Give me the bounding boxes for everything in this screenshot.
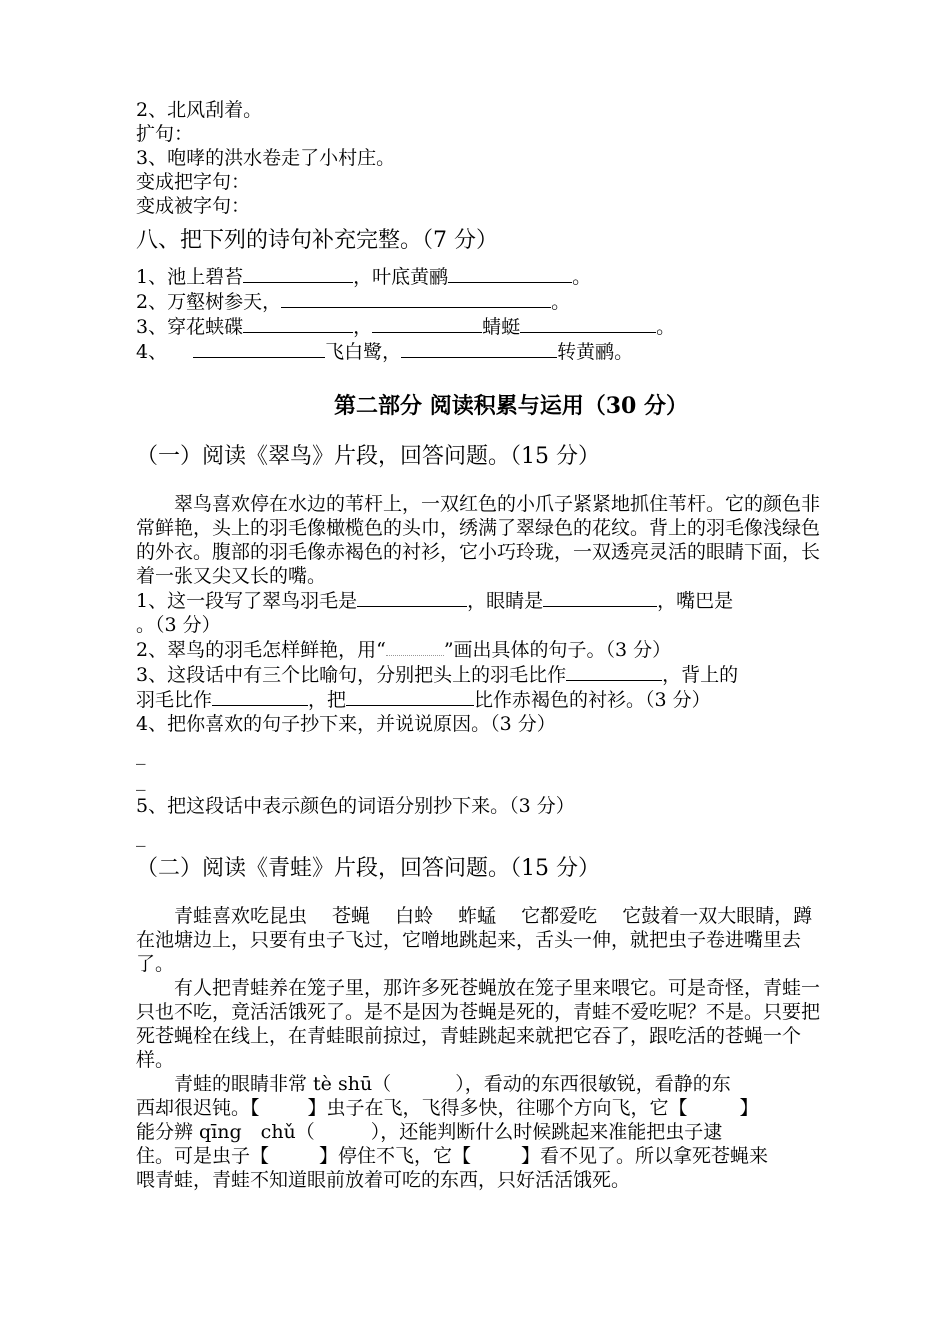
answer-blank[interactable] [357, 588, 467, 607]
passage-line: 住。可是虫子【 】停住不飞，它【 】看不见了。所以拿死苍蝇来 [136, 1145, 769, 1167]
answer-blank[interactable] [372, 314, 482, 333]
answer-line[interactable]: _ [136, 769, 146, 791]
question-line: 5、把这段话中表示颜色的词语分别抄下来。（3 分） [136, 795, 575, 817]
answer-blank[interactable] [566, 662, 662, 681]
answer-blank[interactable] [543, 588, 657, 607]
answer-blank[interactable] [346, 687, 474, 706]
wavy-underline-sample [386, 637, 444, 656]
reading-passage: 翠鸟喜欢停在水边的苇杆上，一双红色的小爪子紧紧地抓住苇杆。它的颜色非常鲜艳，头上的羽毛像橄榄色的头巾，绣满了翠绿色的花纹。背上的羽毛像浅绿色的外衣。腹部的羽毛像赤褐色的衬衫，它小巧玲珑，一双透亮灵活的眼睛下面，长着一张又尖又长的嘴。 [136, 493, 821, 587]
answer-line[interactable]: _ [136, 743, 146, 765]
answer-blank[interactable] [448, 264, 572, 283]
passage-line: 能分辨 qīng chǔ（ ），还能判断什么时候跳起来准能把虫子逮 [136, 1121, 723, 1143]
question-line: 4、把你喜欢的句子抄下来，并说说原因。（3 分） [136, 713, 556, 735]
question-line: 2、翠鸟的羽毛怎样鲜艳，用“ ”画出具体的句子。（3 分） [136, 639, 672, 661]
question-prompt: 变成被字句： [136, 195, 251, 217]
answer-blank[interactable] [520, 314, 656, 333]
answer-blank[interactable] [243, 264, 353, 283]
question-text: 3、咆哮的洪水卷走了小村庄。 [136, 147, 396, 169]
answer-blank[interactable] [193, 339, 325, 358]
reading-passage-paragraph: 有人把青蛙养在笼子里，那许多死苍蝇放在笼子里来喂它。可是奇怪，青蛙一只也不吃，竟活活饿死了。是不是因为苍蝇是死的，青蛙不爱吃呢？不是。只要把死苍蝇栓在线上，在青蛙眼前掠过，青蛙跳起来就把它吞了，跟吃活的苍蝇一个样。 [136, 977, 821, 1071]
reading-passage-paragraph: 青蛙喜欢吃昆虫 苍蝇 白蛉 蚱蜢 它都爱吃 它鼓着一双大眼睛，蹲在池塘边上，只要有虫子飞过，它噌地跳起来，舌头一伸，就把虫子卷进嘴里去了。 [136, 905, 813, 975]
passage-line: 青蛙的眼睛非常 tè shū（ ），看动的东西很敏锐，看静的东 [174, 1073, 731, 1095]
answer-blank[interactable] [401, 339, 557, 358]
answer-line[interactable]: _ [136, 825, 146, 847]
question-line: 羽毛比作 ，把 比作赤褐色的衬衫。（3 分） [136, 689, 711, 711]
poem-line: 1、池上碧苔 ，叶底黄鹂 。 [136, 266, 592, 288]
reading-title: （二）阅读《青蛙》片段，回答问题。（15 分） [136, 856, 600, 881]
question-text: 2、北风刮着。 [136, 99, 263, 121]
poem-line: 3、穿花蛱碟 ， 蜻蜓 。 [136, 316, 676, 338]
passage-line: 喂青蛙，青蛙不知道眼前放着可吃的东西，只好活活饿死。 [136, 1169, 631, 1191]
question-prompt: 变成把字句： [136, 171, 251, 193]
question-line: 3、这段话中有三个比喻句，分别把头上的羽毛比作 ，背上的 [136, 664, 739, 686]
reading-title: （一）阅读《翠鸟》片段，回答问题。（15 分） [136, 444, 600, 469]
question-prompt: 扩句： [136, 123, 194, 145]
part-title: 第二部分 阅读积累与运用（30 分） [334, 393, 688, 419]
exam-page [136, 98, 826, 1192]
answer-blank[interactable] [281, 289, 551, 308]
section-title: 八、把下列的诗句补充完整。（7 分） [136, 228, 498, 253]
answer-blank[interactable] [243, 314, 353, 333]
poem-line: 2、万壑树参天， 。 [136, 291, 571, 313]
poem-line: 4、 飞白鹭， 转黄鹂。 [136, 341, 634, 363]
answer-blank[interactable] [212, 687, 308, 706]
question-line: 1、这一段写了翠鸟羽毛是 ，眼睛是 ，嘴巴是 [136, 590, 734, 612]
question-line: 。（3 分） [136, 614, 221, 636]
passage-line: 西却很迟钝。【 】虫子在飞，飞得多快，往哪个方向飞，它【 】 [136, 1097, 759, 1119]
